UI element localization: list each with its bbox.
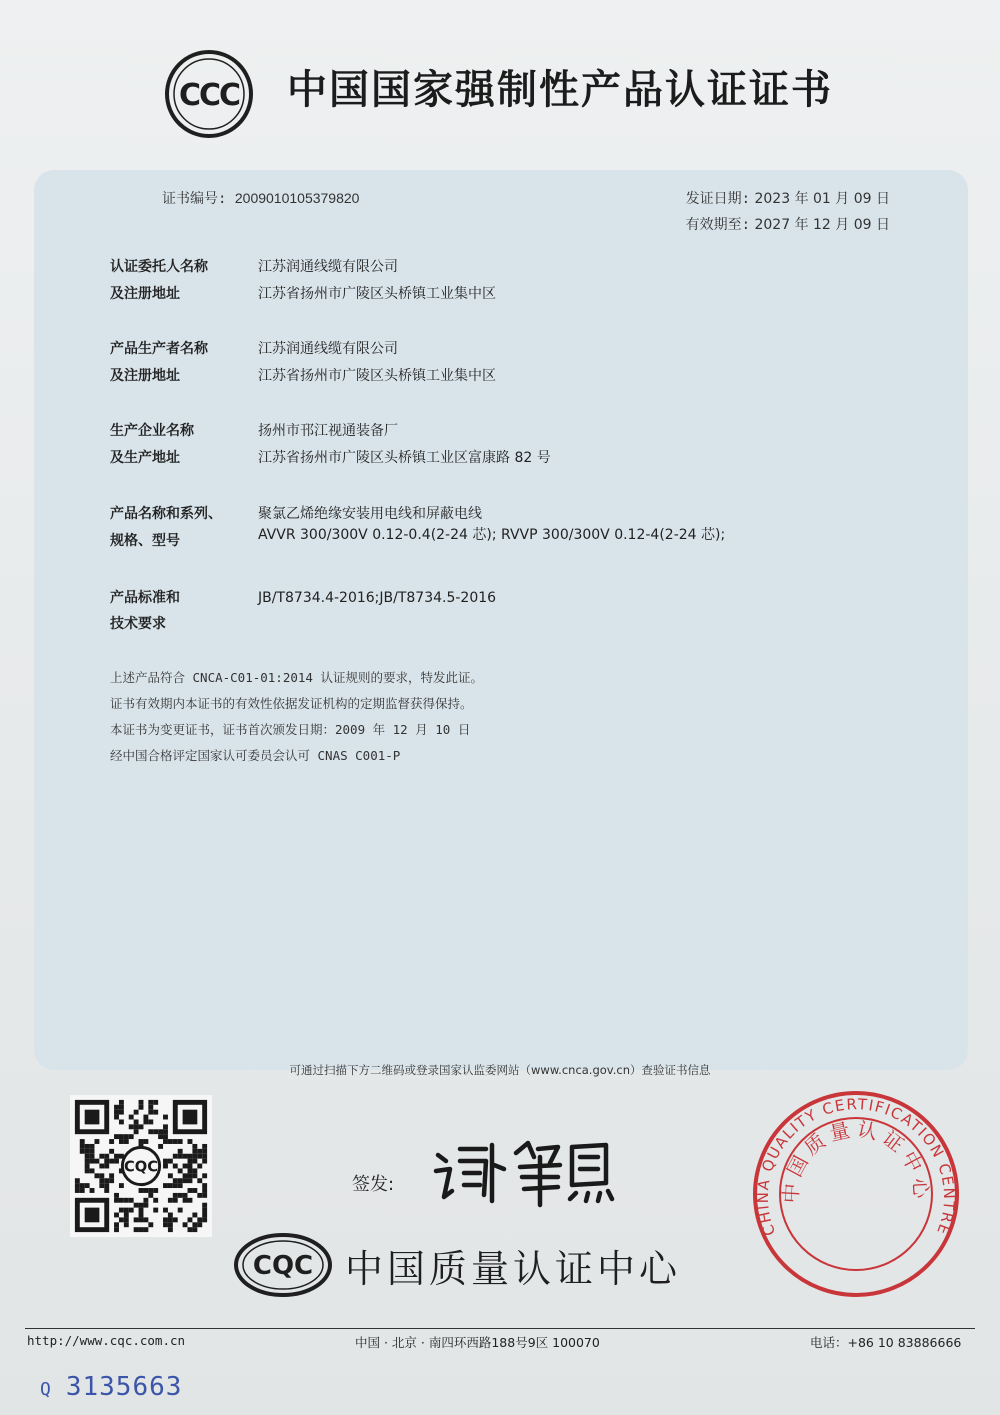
field-value: 江苏润通线缆有限公司: [258, 341, 398, 357]
certificate-number-value: 2009010105379820: [234, 190, 360, 206]
note-line: 上述产品符合 CNCA-C01-01:2014 认证规则的要求，特发此证。: [110, 670, 483, 685]
field-label: 产品生产者名称: [110, 341, 208, 357]
sign-label: 签发:: [352, 1174, 395, 1195]
cqc-logo-text: CQC: [252, 1251, 314, 1281]
certificate-number: [162, 188, 359, 208]
serial-value: 3135663: [65, 1372, 183, 1402]
serial-number: [40, 1372, 182, 1402]
note-line: 证书有效期内本证书的有效性依据发证机构的定期监督获得保持。: [110, 696, 473, 711]
field-label: 及注册地址: [110, 286, 180, 302]
note-line: 本证书为变更证书，证书首次颁发日期：2009 年 12 月 10 日: [110, 722, 471, 737]
valid-until: [686, 214, 890, 240]
cqc-logo: [233, 1232, 333, 1298]
ccc-logo-text: CCC: [178, 78, 240, 113]
seal-inner-text: 中国质量认证中心: [778, 1116, 934, 1204]
valid-until-value: 2027 年 12 月 09 日: [754, 217, 890, 233]
footer-address: 中国 · 北京 · 南四环西路188号9区 100070: [355, 1335, 600, 1350]
issue-date: [686, 188, 890, 214]
field-label: 及生产地址: [110, 450, 180, 466]
qr-center-logo: CQC: [123, 1158, 159, 1176]
qr-code[interactable]: [70, 1095, 212, 1237]
field-value: 江苏省扬州市广陵区头桥镇工业区富康路 82 号: [258, 450, 551, 466]
official-seal: [750, 1088, 962, 1300]
issue-date-label: 发证日期:: [685, 191, 751, 207]
footer-divider: [25, 1328, 975, 1329]
footer-website[interactable]: http://www.cqc.com.cn: [27, 1333, 186, 1348]
footer-phone: 电话：+86 10 83886666: [810, 1335, 962, 1350]
certificate-number-label: 证书编号:: [162, 191, 227, 207]
field-label: 规格、型号: [110, 533, 180, 549]
issue-date-value: 2023 年 01 月 09 日: [754, 191, 890, 207]
verify-instructions: 可通过扫描下方二维码或登录国家认监委网站（www.cnca.gov.cn）查验证书信息: [289, 1063, 711, 1077]
field-value: 江苏润通线缆有限公司: [258, 259, 398, 275]
note-line: 经中国合格评定国家认可委员会认可 CNAS C001-P: [110, 748, 401, 763]
field-label: 产品名称和系列、: [110, 506, 222, 522]
field-value: 江苏省扬州市广陵区头桥镇工业集中区: [258, 286, 496, 302]
field-label: 生产企业名称: [110, 423, 194, 439]
field-label: 及注册地址: [110, 368, 180, 384]
certificate-notes: [110, 668, 483, 772]
field-label: 产品标准和: [110, 590, 180, 606]
field-value: 江苏省扬州市广陵区头桥镇工业集中区: [258, 368, 496, 384]
field-value: 聚氯乙烯绝缘安装用电线和屏蔽电线: [258, 506, 482, 522]
serial-prefix: Q: [40, 1379, 52, 1400]
field-value: 扬州市邗江视通装备厂: [258, 423, 398, 439]
signature-image: [430, 1135, 630, 1210]
certificate-dates: [686, 188, 890, 240]
field-label: 技术要求: [110, 616, 166, 632]
valid-until-label: 有效期至:: [685, 217, 751, 233]
field-label: 认证委托人名称: [110, 259, 208, 275]
field-value: AVVR 300/300V 0.12-0.4(2-24 芯); RVVP 300/300V 0.12-4(2-24 芯);: [258, 527, 726, 543]
ccc-logo: [163, 48, 255, 140]
seal-outer-text: CHINA QUALITY CERTIFICATION CENTRE: [753, 1095, 959, 1239]
certificate-title: 中国国家强制性产品认证证书: [287, 67, 833, 113]
field-value: JB/T8734.4-2016;JB/T8734.5-2016: [258, 590, 497, 606]
issuer-name: 中国质量认证中心: [345, 1247, 682, 1291]
